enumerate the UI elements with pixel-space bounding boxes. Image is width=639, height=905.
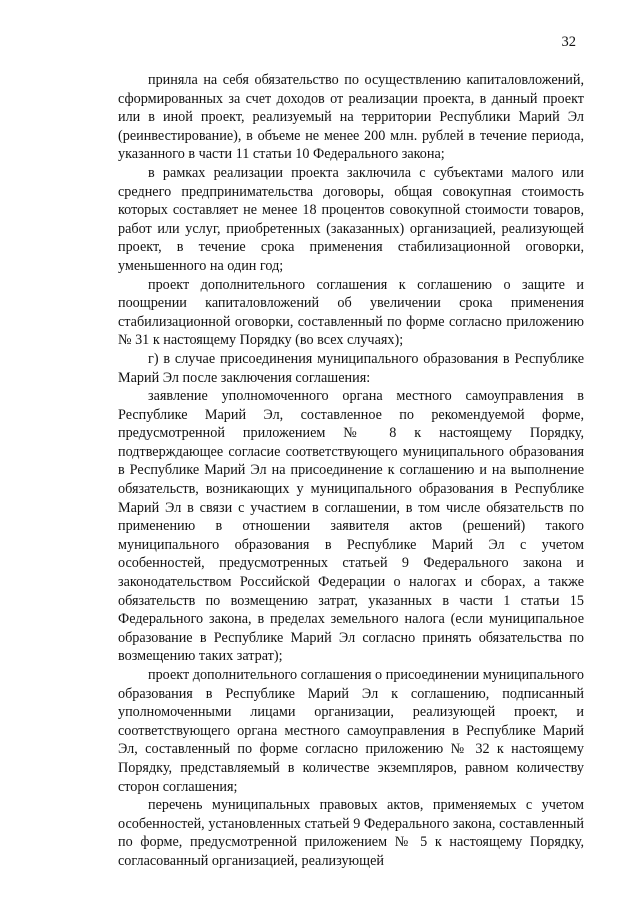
paragraph-municipal-acts-list: перечень муниципальных правовых актов, применяемых с учетом особенностей, установленных статьей 9 Федерального закона, составленный по форме, предусмотренной приложением № 5 к настоящему Порядку, согласованный организацией, реализующей (118, 797, 584, 869)
paragraph-additional-agreement-draft: проект дополнительного соглашения к соглашению о защите и поощрении капиталовложений об увеличении срока применения стабилизационной оговорки, составленный по форме согласно приложению № 31 к настоящему Порядку (во всех случаях); (118, 276, 584, 349)
paragraph-small-business-contracts: в рамках реализации проекта заключила с субъектами малого или среднего предпринимательства договоры, общая совокупная стоимость которых составляет не менее 18 процентов совокупной стоимости товаров, работ или услуг, приобретенных (заказанных) организацией, реализующей проект, в течение срока применения стабилизационной оговорки, уменьшенного на один год; (118, 164, 584, 274)
page-number: 32 (561, 34, 576, 50)
paragraph-local-authority-statement: заявление уполномоченного органа местного самоуправления в Республике Марий Эл, составленное по рекомендуемой форме, предусмотренной приложением № 8 к настоящему Порядку, подтверждающее согласие соответствующего муниципального образования в Республике Марий Эл на присоединение к соглашению и на выполнение обязательств, возникающих у муниципального образования в Республике Марий Эл в связи с участием в соглашении, в том числе обязательств по применению в отношении заявителя актов (решений) такого муниципального образования в Республике Марий Эл с учетом особенностей, предусмотренных статьей 9 Федерального закона и законодательством Российской Федерации о налогах и сборах, а также обязательств по возмещению затрат, указанных в части 1 статьи 15 Федерального закона, в пределах земельного налога (если муниципальное образование в Республике Марий Эл согласно принять обязательства по возмещению таких затрат); (118, 388, 584, 665)
paragraph-municipal-accession-heading: г) в случае присоединения муниципального образования в Республике Марий Эл после заключения соглашения: (118, 350, 584, 386)
document-body (118, 71, 584, 871)
paragraph-accession-agreement-draft: проект дополнительного соглашения о присоединении муниципального образования в Республике Марий Эл к соглашению, подписанный уполномоченными лицами организации, реализующей проект, и соответствующего органа местного самоуправления в Республике Марий Эл, составленный по форме согласно приложению № 32 к настоящему Порядку, представляемый в количестве экземпляров, равном количеству сторон соглашения; (118, 667, 584, 795)
paragraph-reinvestment: приняла на себя обязательство по осуществлению капиталовложений, сформированных за счет доходов от реализации проекта, в данный проект или в иной проект, реализуемый на территории Республики Марий Эл (реинвестирование), в объеме не менее 200 млн. рублей в течение периода, указанного в части 11 статьи 10 Федерального закона; (118, 72, 584, 163)
